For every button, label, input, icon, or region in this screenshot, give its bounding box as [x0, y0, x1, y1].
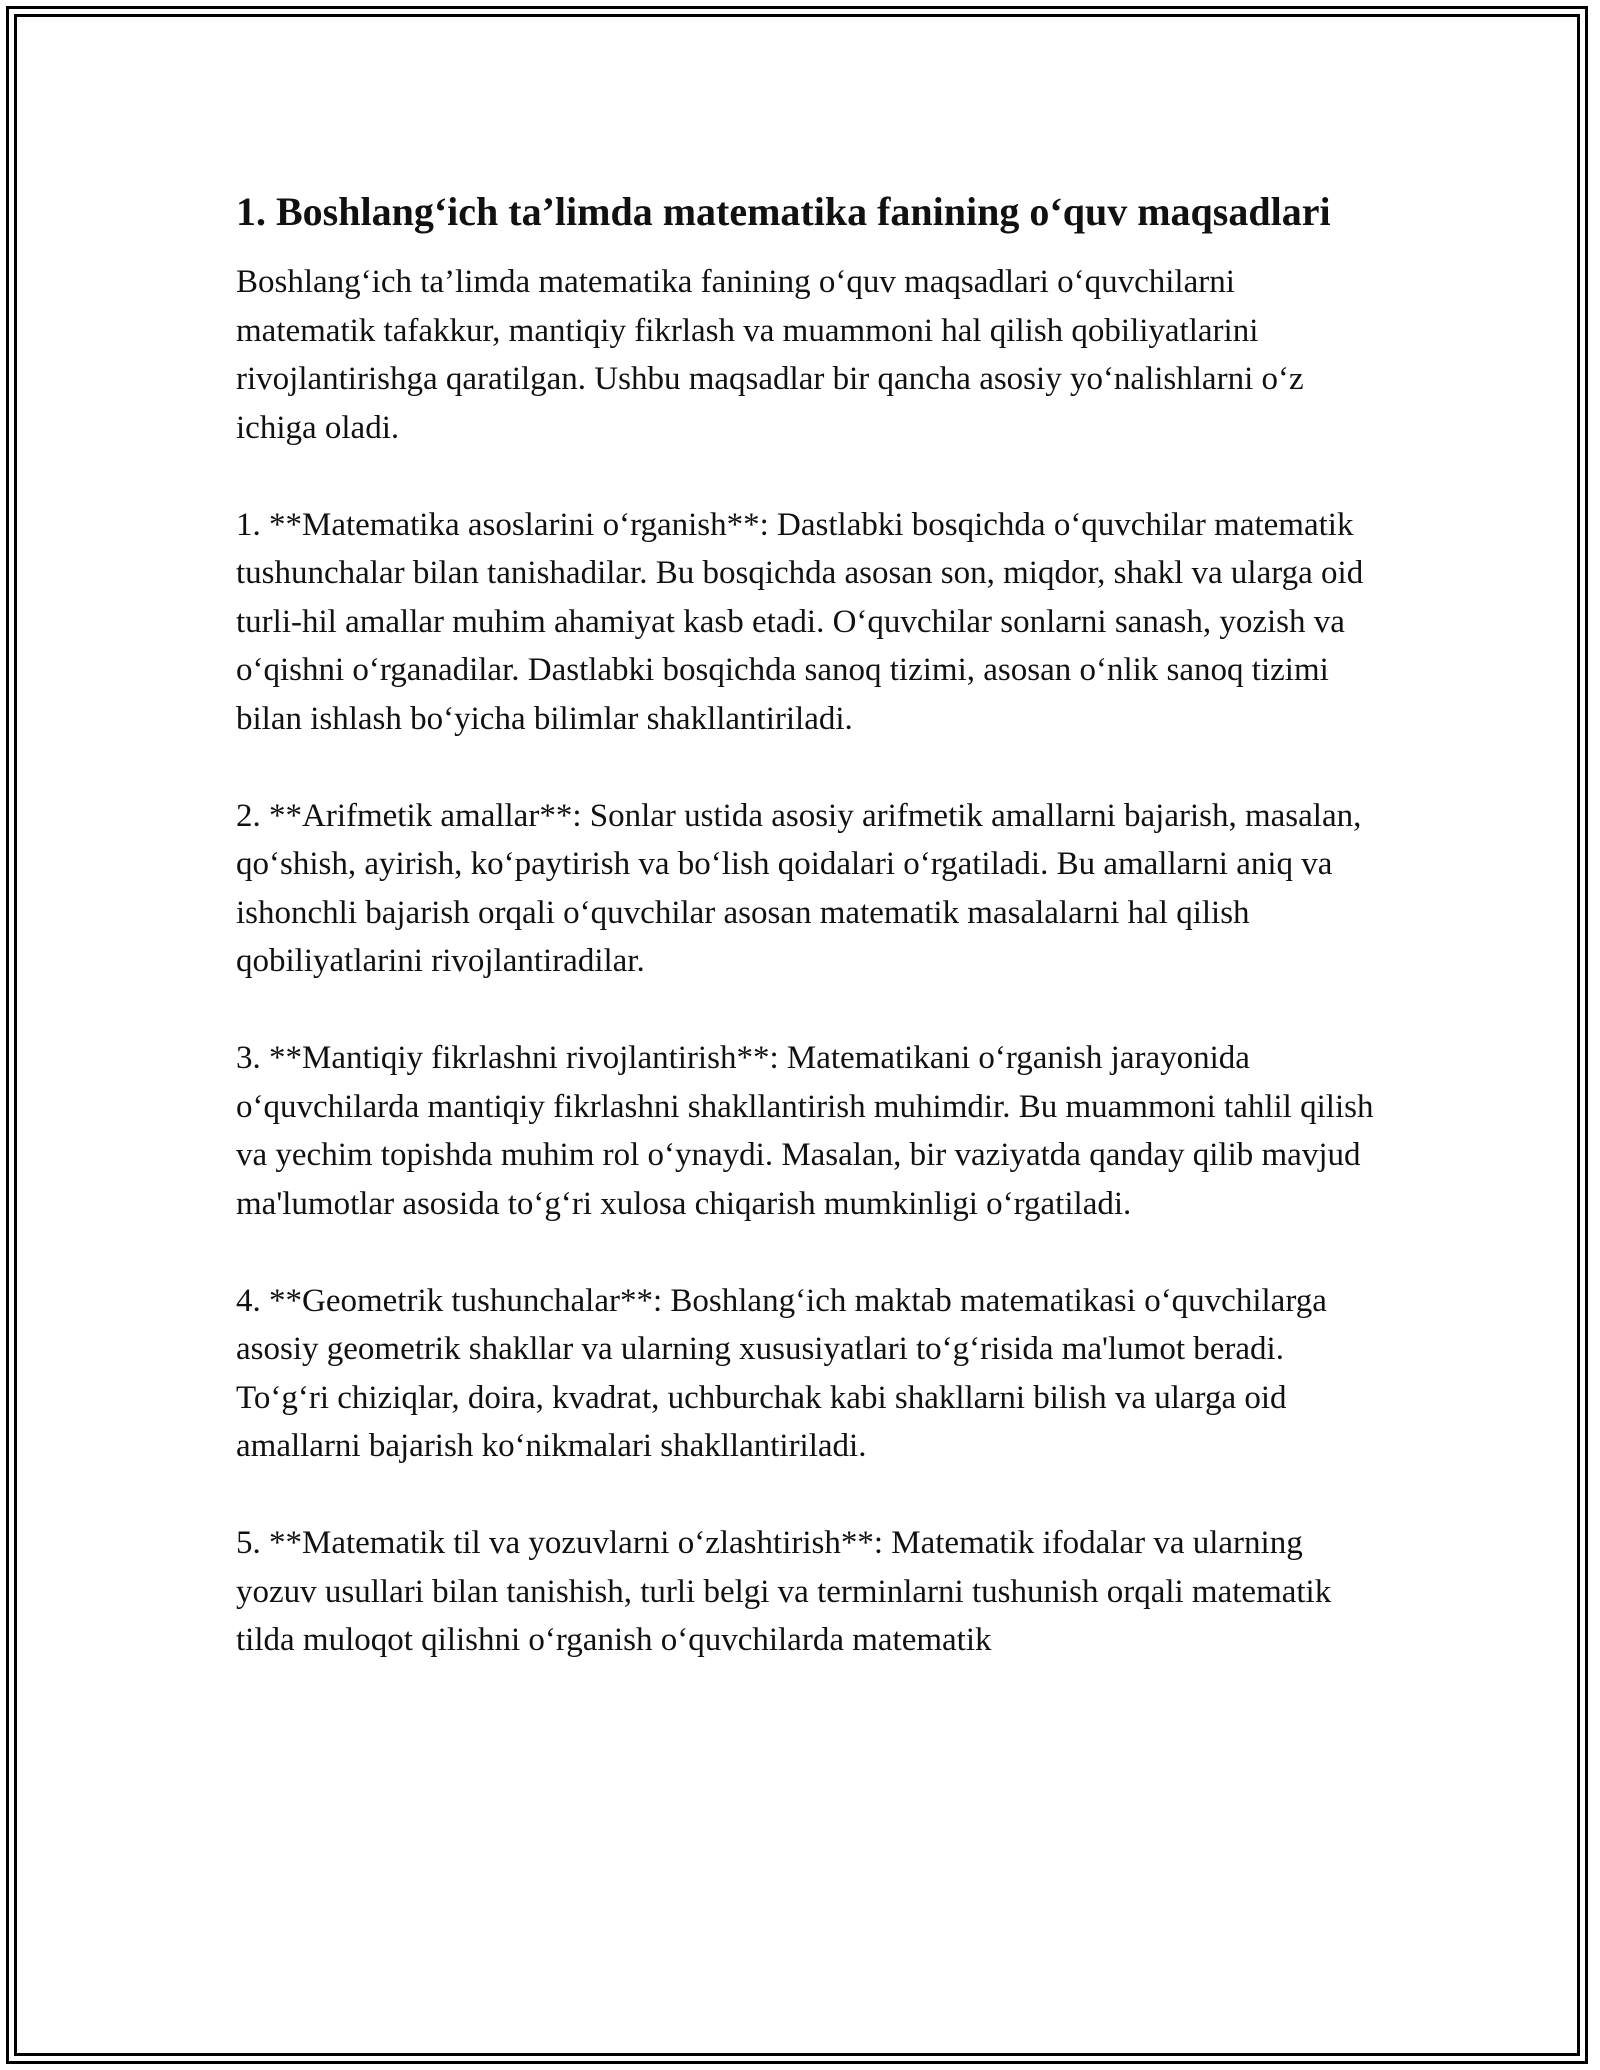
paragraph-item-2: 2. **Arifmetik amallar**: Sonlar ustida asosiy arifmetik amallarni bajarish, masalan, qo‘shish, ayirish, ko‘paytirish va bo‘lish qoidalari o‘rgatiladi. Bu amallarni aniq va ishonchli bajarish orqali o‘quvchilar asosan matematik masalalarni hal qilish qobiliyatlarini rivojlantiradilar.: [236, 797, 1362, 979]
document-body: [236, 184, 1376, 1713]
section-heading: 1. Boshlang‘ich ta’limda matematika fanining o‘quv maqsadlari: [236, 189, 1331, 234]
paragraph-item-5: 5. **Matematik til va yozuvlarni o‘zlashtirish**: Matematik ifodalar va ularning yozuv usullari bilan tanishish, turli belgi va terminlarni tushunish orqali matematik tilda muloqot qilishni o‘rganish o‘quvchilarda matematik: [236, 1525, 1332, 1658]
intro-paragraph: Boshlang‘ich ta’limda matematika fanining o‘quv maqsadlari o‘quvchilarni matematik tafakkur, mantiqiy fikrlash va muammoni hal qilish qobiliyatlarini rivojlantirishga qaratilgan. Ushbu maqsadlar bir qancha asosiy yo‘nalishlarni o‘z ichiga oladi.: [236, 264, 1304, 446]
paragraph-item-3: 3. **Mantiqiy fikrlashni rivojlantirish**: Matematikani o‘rganish jarayonida o‘quvchilarda mantiqiy fikrlashni shakllantirish muhimdir. Bu muammoni tahlil qilish va yechim topishda muhim rol o‘ynaydi. Masalan, bir vaziyatda qanday qilib mavjud ma'lumotlar asosida to‘g‘ri xulosa chiqarish mumkinligi o‘rgatiladi.: [236, 1040, 1374, 1222]
paragraph-item-1: 1. **Matematika asoslarini o‘rganish**: Dastlabki bosqichda o‘quvchilar matematik tushunchalar bilan tanishadilar. Bu bosqichda asosan son, miqdor, shakl va ularga oid turli-hil amallar muhim ahamiyat kasb etadi. O‘quvchilar sonlarni sanash, yozish va o‘qishni o‘rganadilar. Dastlabki bosqichda sanoq tizimi, asosan o‘nlik sanoq tizimi bilan ishlash bo‘yicha bilimlar shakllantiriladi.: [236, 506, 1364, 737]
paragraph-item-4: 4. **Geometrik tushunchalar**: Boshlang‘ich maktab matematikasi o‘quvchilarga asosiy geometrik shakllar va ularning xususiyatlari to‘g‘risida ma'lumot beradi. To‘g‘ri chiziqlar, doira, kvadrat, uchburchak kabi shakllarni bilish va ularga oid amallarni bajarish ko‘nikmalari shakllantiriladi.: [236, 1282, 1327, 1464]
